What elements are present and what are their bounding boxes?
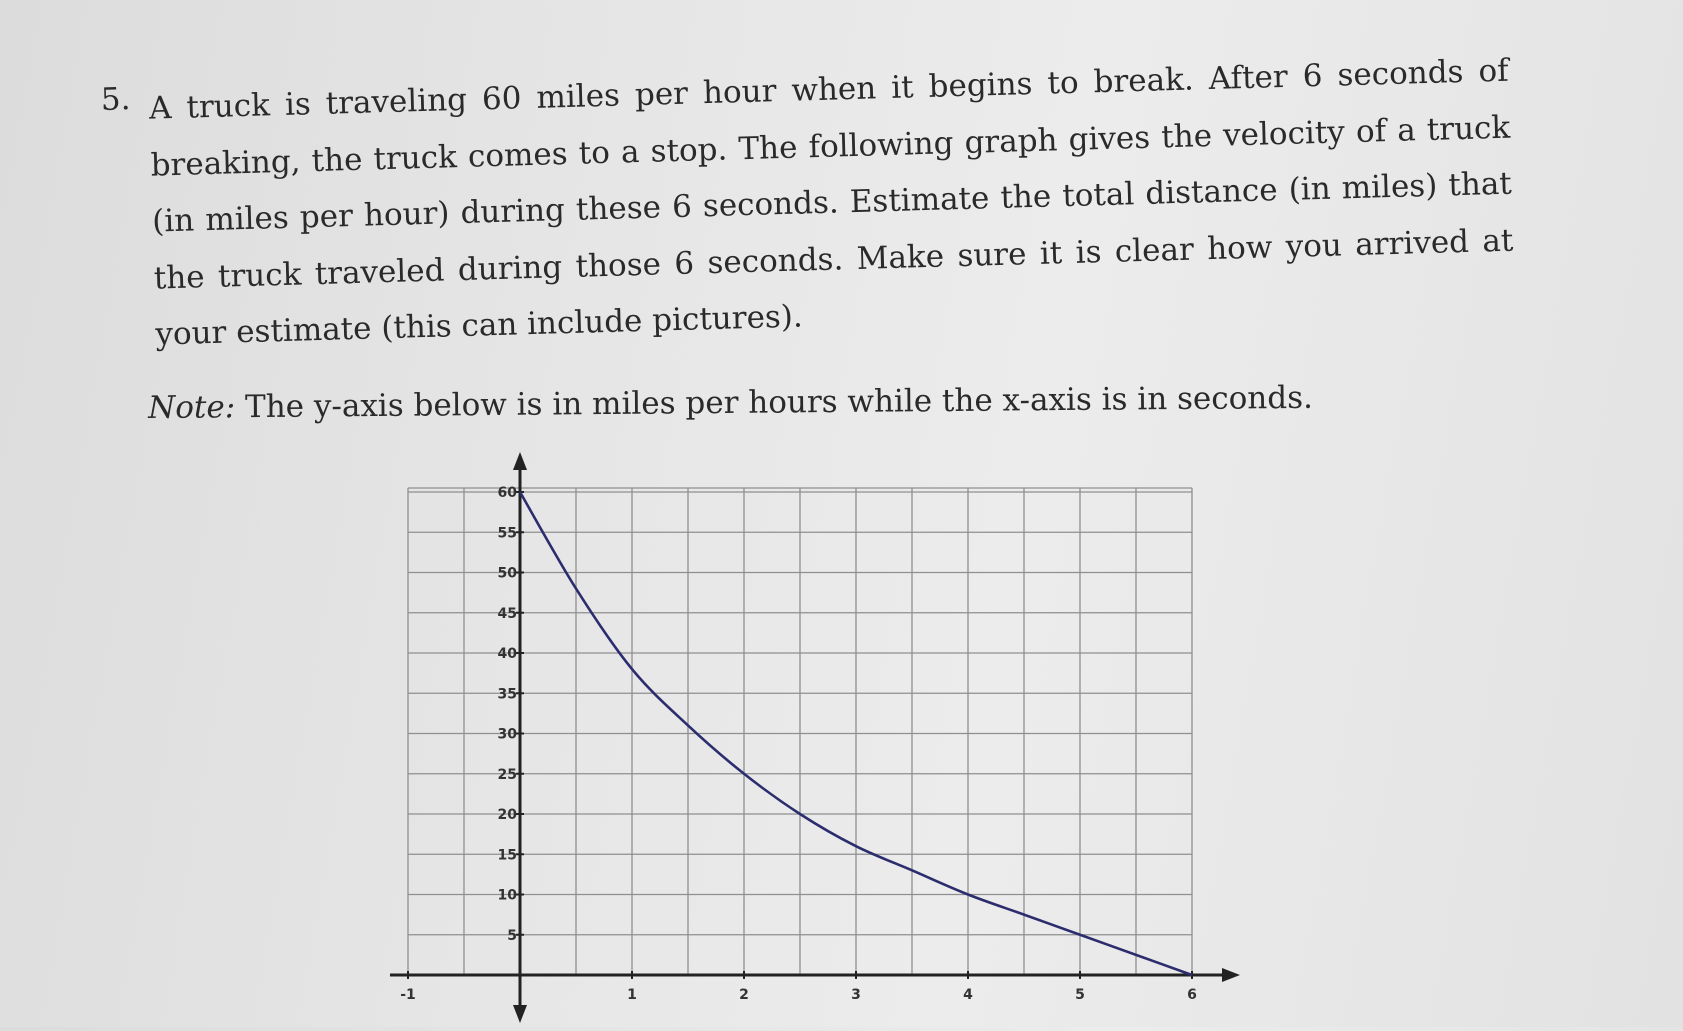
problem-text: A truck is traveling 60 miles per hour when it begins to break. After 6 seconds of breaking, the truck comes to a stop. The following graph gives the velocity of a truck (in miles per hour) during these 6 seconds. Estimate the total distance (in miles) that the truck traveled during those 6 seconds. Make sure it is clear how you arrived at your estimate (this can include pictures). (148, 52, 1514, 353)
y-tick-label: 20 (497, 807, 517, 823)
velocity-chart-svg (390, 448, 1270, 1027)
y-axis-arrow-up (513, 452, 527, 470)
note (148, 379, 1448, 426)
x-tick-label: 3 (851, 987, 861, 1003)
x-tick-label: 2 (739, 987, 749, 1003)
y-tick-label: 40 (497, 646, 517, 662)
x-tick-label: 6 (1187, 987, 1197, 1003)
y-axis-arrow-down (513, 1005, 527, 1023)
y-tick-label: 45 (497, 605, 517, 622)
velocity-graph (390, 448, 1270, 1031)
y-tick-label: 10 (497, 887, 517, 904)
problem-number: 5. (100, 81, 131, 118)
y-tick-label: 25 (497, 766, 517, 783)
y-tick-label: 55 (497, 525, 517, 542)
note-text: The y-axis below is in miles per hours while the x-axis is in seconds. (244, 379, 1314, 426)
note-label: Note: (148, 389, 236, 426)
y-tick-label: 15 (497, 847, 517, 864)
y-tick-label: 35 (497, 686, 517, 703)
x-tick-label: 1 (627, 987, 637, 1003)
problem-5 (100, 30, 1519, 353)
y-tick-label: 5 (507, 927, 517, 944)
y-tick-label: 50 (497, 565, 517, 582)
x-tick-label: 4 (963, 987, 973, 1003)
x-axis-arrow-right (1222, 968, 1240, 982)
y-tick-label: 60 (497, 485, 517, 501)
x-tick-label: 5 (1075, 987, 1085, 1003)
x-tick-label: -1 (400, 987, 416, 1003)
y-tick-label: 30 (497, 726, 517, 743)
